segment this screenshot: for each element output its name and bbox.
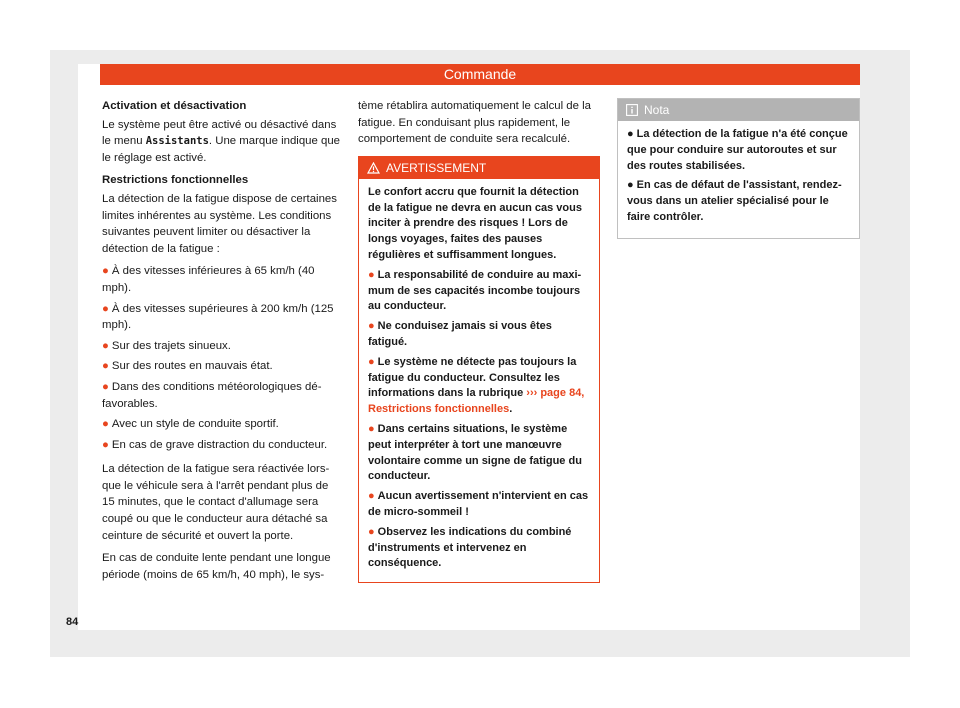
bullet-icon: ● <box>102 302 109 315</box>
note-body <box>618 121 859 238</box>
list-item <box>102 338 340 355</box>
paragraph-restrictions: La détection de la fatigue dispose de certaines limites inhérentes au système. Les conditions suivantes peuvent limiter ou désactiver la détection de la fatigue : <box>102 192 337 255</box>
paragraph-text: Le système peut être activé ou désactivé dans le menu <box>102 118 337 148</box>
bullet-icon: ● <box>368 525 375 538</box>
page-number: 84 <box>66 616 79 628</box>
warning-item <box>368 268 591 315</box>
list-item-text: À des vitesses inférieures à 65 km/h (40 mph). <box>102 265 315 294</box>
warning-header <box>359 157 599 179</box>
bullet-icon: ● <box>102 418 109 431</box>
warning-body <box>359 179 599 582</box>
list-item-text: Sur des routes en mauvais état. <box>111 360 273 373</box>
list-item-text: Sur des trajets sinueux. <box>111 339 231 352</box>
warning-item <box>368 319 591 351</box>
warning-item <box>368 355 591 418</box>
bullet-icon: ● <box>102 265 109 278</box>
paragraph-continued: tème rétablira automatiquement le calcul de la fatigue. En conduisant plus rapidement, le comportement de conduite sera recalculé. <box>358 100 592 146</box>
info-icon <box>626 101 638 123</box>
bullet-icon: ● <box>368 355 375 368</box>
bullet-icon: ● <box>368 268 375 281</box>
bullet-icon: ● <box>102 380 109 393</box>
column-right <box>617 98 860 239</box>
warning-item-text: Aucun avertissement n'intervient en cas de micro-sommeil ! <box>368 490 589 518</box>
note-item-text: En cas de défaut de l'assistant, rendez-vous dans un atelier spécialisé pour le faire contrôler. <box>627 179 842 223</box>
column-left <box>102 98 340 589</box>
list-item <box>102 301 340 334</box>
paragraph-text: . Une marque indique que le réglage est activé. <box>102 135 341 164</box>
paragraph-slow-driving: En cas de conduite lente pendant une longue période (moins de 65 km/h, 40 mph), le sys- <box>102 552 331 581</box>
section-header: Commande <box>100 64 860 85</box>
list-item-text: En cas de grave distraction du conducteur. <box>111 438 328 451</box>
bullet-icon: ● <box>627 179 634 192</box>
warning-title: AVERTISSEMENT <box>386 160 487 175</box>
bullet-icon: ● <box>368 490 375 503</box>
warning-item-text: . <box>509 403 513 416</box>
warning-item <box>368 422 591 485</box>
warning-triangle-icon <box>367 159 380 181</box>
warning-item <box>368 525 591 572</box>
note-box <box>617 98 860 239</box>
bullet-icon: ● <box>102 360 109 373</box>
list-item <box>102 263 340 296</box>
note-item <box>627 127 851 174</box>
warning-item <box>368 489 591 521</box>
list-item-text: À des vitesses supérieures à 200 km/h (125 mph). <box>102 302 334 332</box>
list-item <box>102 416 340 433</box>
list-item-text: Avec un style de conduite sportif. <box>111 418 279 431</box>
column-middle <box>358 98 600 583</box>
list-item <box>102 379 340 412</box>
list-item-text: Dans des conditions météorologiques défavorables. <box>102 380 322 410</box>
note-item <box>627 178 851 225</box>
note-title: Nota <box>644 103 670 117</box>
paragraph-activation <box>102 117 340 167</box>
warning-intro: Le confort accru que fournit la détection de la fatigue ne devra en aucun cas vous inciter à prendre des risques ! Lors de longs voyages, faites des pauses régulières et suffisamment longues. <box>368 185 582 261</box>
menu-name: Assistants <box>145 135 209 148</box>
warning-item-text: Dans certains situations, le système peut interpréter à tort une manœuvre volontaire comme un signe de fatigue du conducteur. <box>368 422 582 483</box>
bullet-icon: ● <box>102 339 109 352</box>
warning-item-text: Le système ne détecte pas toujours la fatigue du conducteur. Consultez les informations dans la rubrique <box>368 355 577 400</box>
warning-item-text: Ne conduisez jamais si vous êtes fatigué. <box>368 320 552 348</box>
note-header <box>618 99 859 121</box>
note-item-text: La détection de la fatigue n'a été conçue que pour conduire sur autoroutes et sur des routes stabilisées. <box>627 128 848 172</box>
warning-item-text: Observez les indications du combiné d'instruments et intervenez en conséquence. <box>368 525 572 570</box>
bullet-icon: ● <box>368 320 375 333</box>
heading-restrictions: Restrictions fonctionnelles <box>102 174 249 187</box>
bullet-icon: ● <box>368 422 375 435</box>
heading-activation: Activation et désactivation <box>102 100 247 112</box>
page-reference-link[interactable]: ››› page 84, Restrictions fonctionnelles <box>368 387 585 416</box>
list-item <box>102 358 340 375</box>
warning-box <box>358 156 600 583</box>
paragraph-reactivation: La détection de la fatigue sera réactivée lorsque le véhicule sera à l'arrêt pendant plus de 15 minutes, que le contact d'allumage sera coupé ou que le conducteur aura détaché sa ceinture de sécurité et ouvert la porte. <box>102 463 330 542</box>
bullet-icon: ● <box>102 438 109 451</box>
warning-item-text: La responsabilité de conduire au maximum de ses capacités incombe toujours au conducteur. <box>368 268 582 313</box>
list-item <box>102 437 340 454</box>
bullet-icon: ● <box>627 128 634 140</box>
